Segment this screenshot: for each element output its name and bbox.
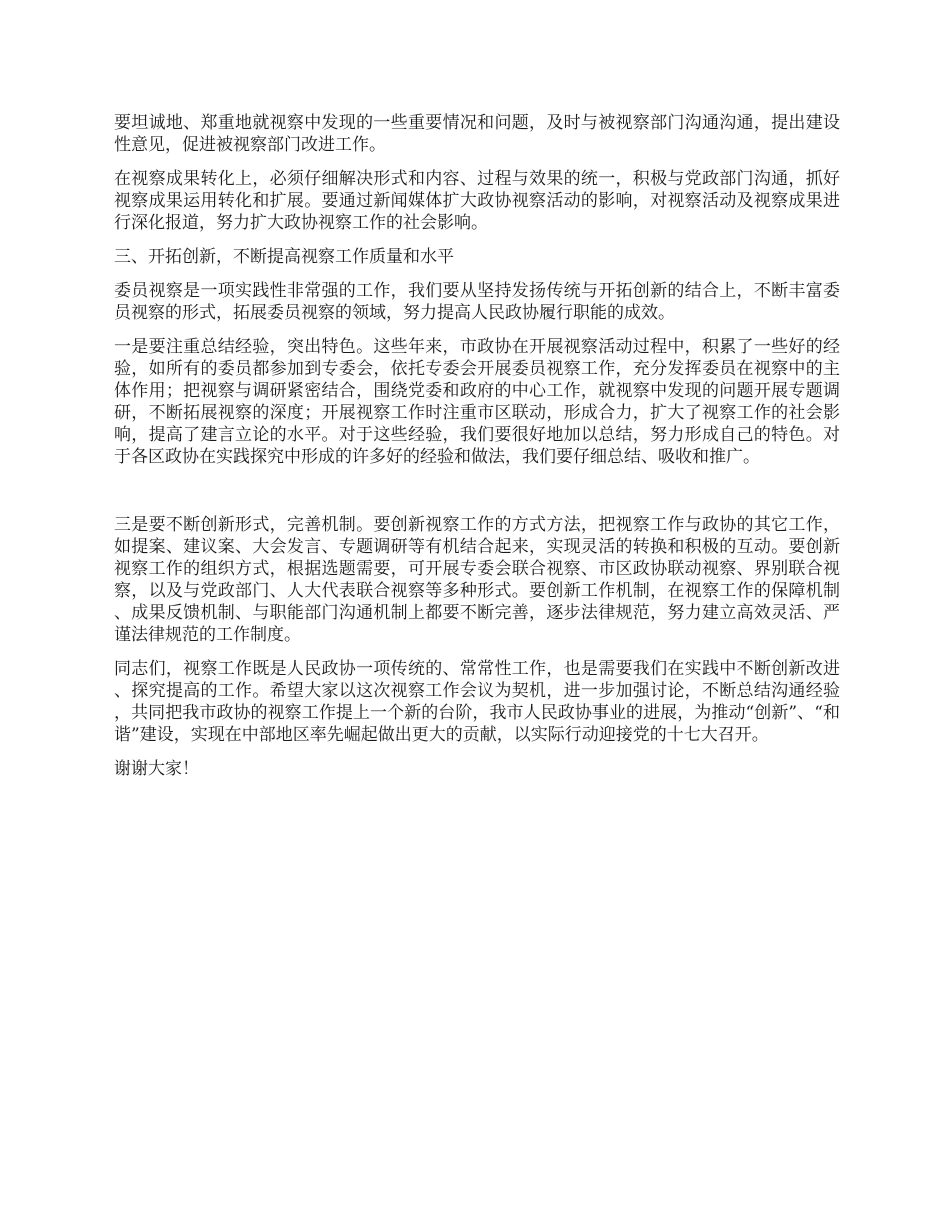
paragraph-comrades: 同志们，视察工作既是人民政协一项传统的、常常性工作，也是需要我们在实践中不断创新改进、探究提高的工作。希望大家以这次视察工作会议为契机，进一步加强讨论，不断总结沟通经验，共同把我市政协的视察工作提上一个新的台阶，我市人民政协事业的进展，为推动“创新”、“和谐”建设，实现在中部地区率先崛起做出更大的贡献，以实际行动迎接党的十七大召开。: [114, 659, 840, 745]
paragraph-results-transformation: 在视察成果转化上，必须仔细解决形式和内容、过程与效果的统一，积极与党政部门沟通，抓好视察成果运用转化和扩展。要通过新闻媒体扩大政协视察活动的影响，对视察活动及视察成果进行深化报道，努力扩大政协视察工作的社会影响。: [114, 169, 840, 233]
paragraph-thanks: 谢谢大家！: [114, 759, 199, 779]
section-heading-innovation: 三、开拓创新，不断提高视察工作质量和水平: [114, 247, 454, 267]
paragraph-innovate-forms: 三是要不断创新形式，完善机制。要创新视察工作的方式方法，把视察工作与政协的其它工作，如提案、建议案、大会发言、专题调研等有机结合起来，实现灵活的转换和积极的互动。要创新视察工作的组织方式，根据选题需要，可开展专委会联合视察、市区政协联动视察、界别联合视察，以及与党政部门、人大代表联合视察等多种形式。要创新工作机制，在视察工作的保障机制、成果反馈机制、与职能部门沟通机制上都要不断完善，逐步法律规范，努力建立高效灵活、严谨法律规范的工作制度。: [114, 515, 840, 645]
blank-gap: [114, 480, 840, 514]
paragraph-communication: 要坦诚地、郑重地就视察中发现的一些重要情况和问题，及时与被视察部门沟通沟通，提出建设性意见，促进被视察部门改进工作。: [114, 113, 840, 155]
paragraph-member-inspection: 委员视察是一项实践性非常强的工作，我们要从坚持发扬传统与开拓创新的结合上，不断丰富委员视察的形式，拓展委员视察的领域，努力提高人民政协履行职能的成效。: [114, 281, 840, 323]
document-body: [114, 112, 840, 792]
paragraph-summarize-experience: 一是要注重总结经验，突出特色。这些年来，市政协在开展视察活动过程中，积累了一些好的经验，如所有的委员都参加到专委会，依托专委会开展委员视察工作，充分发挥委员在视察中的主体作用；把视察与调研紧密结合，围绕党委和政府的中心工作，就视察中发现的问题开展专题调研，不断拓展视察的深度；开展视察工作时注重市区联动，形成合力，扩大了视察工作的社会影响，提高了建言立论的水平。对于这些经验，我们要很好地加以总结，努力形成自己的特色。对于各区政协在实践探究中形成的许多好的经验和做法，我们要仔细总结、吸收和推广。: [114, 337, 840, 467]
